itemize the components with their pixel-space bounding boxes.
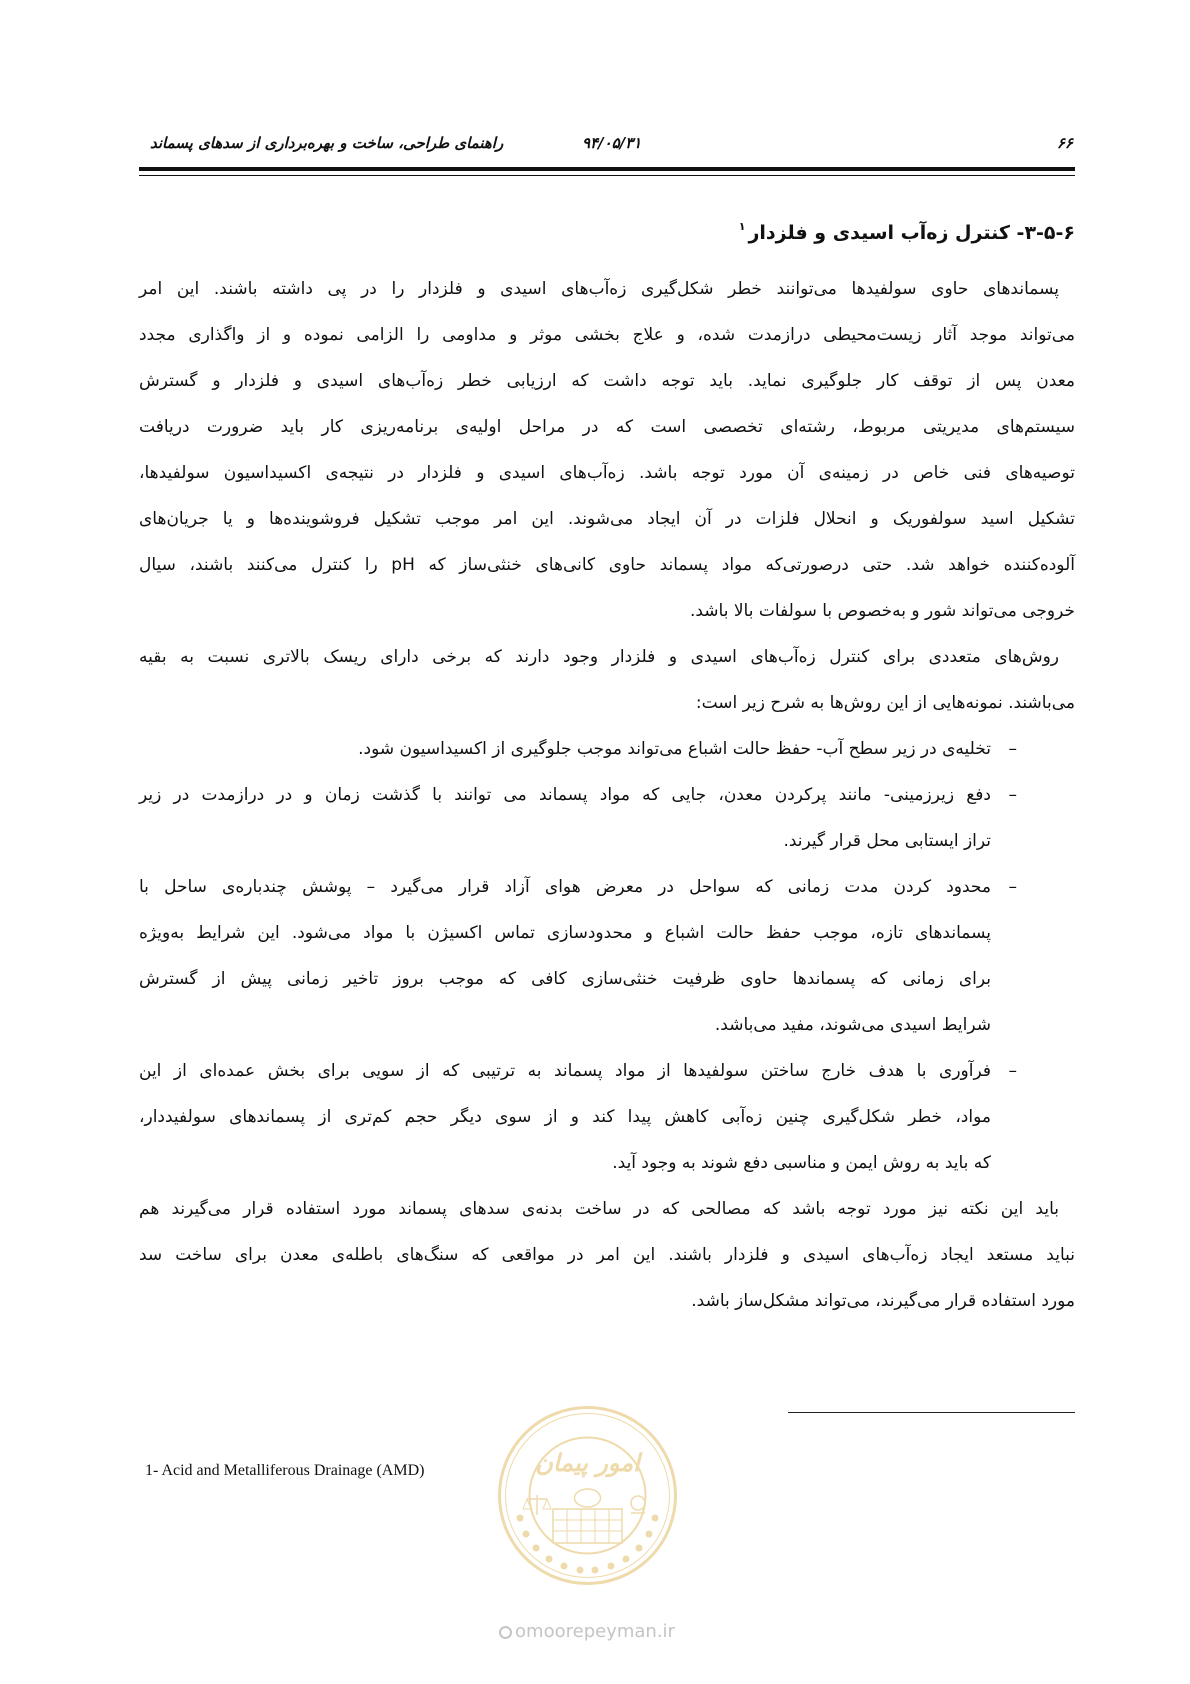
bullet-line: شرایط اسیدی می‌شوند، مفید می‌باشد. (714, 1015, 991, 1035)
paragraph (139, 266, 1075, 634)
bullet-line: پسماندهای تازه، موجب حفظ حالت اشباع و محدودسازی تماس اکسیژن با مواد می‌شود. این شرایط به‌ویژه (139, 923, 991, 943)
watermark-site-text: omoorepeyman.ir (515, 1621, 675, 1642)
paragraph-line: مورد استفاده قرار می‌گیرند، می‌تواند مشکل‌ساز باشد. (691, 1291, 1075, 1311)
section-body (139, 266, 1075, 1324)
watermark-seal-logo (495, 1403, 680, 1588)
bullet-item (139, 1048, 1075, 1186)
bullet-line: که باید به روش ایمن و مناسبی دفع شوند به وجود آید. (612, 1153, 991, 1173)
bullet-line: تراز ایستابی محل قرار گیرند. (783, 831, 991, 851)
footnote-reference: ۱ (738, 220, 746, 233)
paragraph (139, 634, 1075, 726)
bullet-line: فرآوری با هدف خارج ساختن سولفیدها از مواد پسماند به ترتیبی که از سویی برای بخش عمده‌ای از این (139, 1061, 991, 1081)
paragraph-line: نباید مستعد ایجاد زه‌آب‌های اسیدی و فلزدار باشند. این امر در مواقعی که سنگ‌های باطله‌ی معدن برای ساخت سد (139, 1245, 1075, 1265)
paragraph-line: سیستم‌های مدیریتی مربوط، رشته‌ای تخصصی است که در مراحل اولیه‌ی برنامه‌ریزی کار باید ضرورت دریافت (139, 417, 1075, 437)
paragraph-line: تشکیل اسید سولفوریک و انحلال فلزات در آن ایجاد می‌شوند. این امر موجب تشکیل فروشوینده‌ها و یا جریان‌های (139, 509, 1075, 529)
watermark-logo-lettering: امور پیمان (535, 1449, 640, 1477)
bullet-line: محدود کردن مدت زمانی که سواحل در معرض هوای آزاد قرار می‌گیرد – پوشش چندباره‌ی ساحل با (139, 877, 991, 897)
watermark-site-icon (499, 1626, 512, 1639)
page-number: ۶۶ (1056, 134, 1073, 152)
paragraph-line: توصیه‌های فنی خاص در زمینه‌ی آن مورد توجه باشد. زه‌آب‌های اسیدی و فلزدار در نتیجه‌ی اکسیداسیون سولفیدها، (139, 463, 1075, 483)
paragraph-line: می‌باشند. نمونه‌هایی از این روش‌ها به شرح زیر است: (695, 693, 1075, 713)
paragraph-line: پسماندهای حاوی سولفیدها می‌توانند خطر شکل‌گیری زه‌آب‌های اسیدی و فلزدار را در پی داشته باشند. این امر (139, 279, 1059, 299)
bullet-dash: – (1008, 739, 1017, 759)
section-heading-text: ۳-۵-۶- کنترل زه‌آب اسیدی و فلزدار (748, 222, 1075, 244)
bullet-item (139, 772, 1075, 864)
paragraph-line: می‌تواند موجد آثار زیست‌محیطی درازمدت شده، و علاج بخشی موثر و مداومی را الزامی نموده و از واگذاری مجدد (139, 325, 1075, 345)
paragraph-line: باید این نکته نیز مورد توجه باشد که مصالحی که در ساخت بدنه‌ی سدهای پسماند مورد استفاده قرار می‌گیرند هم (139, 1199, 1059, 1219)
footnote-separator (788, 1412, 1075, 1413)
bullet-dash: – (1008, 785, 1017, 805)
bullet-line: دفع زیرزمینی- مانند پرکردن معدن، جایی که مواد پسماند می توانند با گذشت زمان و در درازمدت در زیر (139, 785, 991, 805)
paragraph-line: آلوده‌کننده خواهد شد. حتی درصورتی‌که مواد پسماند حاوی کانی‌های خنثی‌ساز که pH را کنترل می‌کنند باشند، سیال (139, 555, 1075, 575)
footnote-text: 1- Acid and Metalliferous Drainage (AMD) (145, 1462, 425, 1479)
paragraph-line: خروجی می‌تواند شور و به‌خصوص با سولفات بالا باشد. (689, 601, 1075, 621)
header-double-rule (139, 167, 1075, 176)
watermark-site (477, 1620, 697, 1644)
running-header-date: ۹۴/۰۵/۳۱ (582, 134, 642, 152)
bullet-line: تخلیه‌ی در زیر سطح آب- حفظ حالت اشباع می‌تواند موجب جلوگیری از اکسیداسیون شود. (358, 739, 991, 759)
paragraph (139, 1186, 1075, 1324)
running-header-title: راهنمای طراحی، ساخت و بهره‌برداری از سدهای پسماند (150, 134, 504, 152)
bullet-item (139, 726, 1075, 772)
bullet-dash: – (1008, 877, 1017, 897)
bullet-line: برای زمانی که پسماندها حاوی ظرفیت خنثی‌سازی کافی که موجب بروز تاخیر زمانی پیش از گسترش (139, 969, 991, 989)
paragraph-line: معدن پس از توقف کار جلوگیری نماید. باید توجه داشت که ارزیابی خطر زه‌آب‌های اسیدی و فلزدار و گسترش (139, 371, 1075, 391)
section-heading (739, 212, 1075, 248)
bullet-item (139, 864, 1075, 1048)
bullet-dash: – (1008, 1061, 1017, 1081)
paragraph-line: روش‌های متعددی برای کنترل زه‌آب‌های اسیدی و فلزدار وجود دارند که برخی دارای ریسک بالاتری نسبت به بقیه (139, 647, 1059, 667)
bullet-line: مواد، خطر شکل‌گیری چنین زه‌آبی کاهش پیدا کند و از سوی دیگر حجم کم‌تری از پسماندهای سولفیددار، (139, 1107, 991, 1127)
